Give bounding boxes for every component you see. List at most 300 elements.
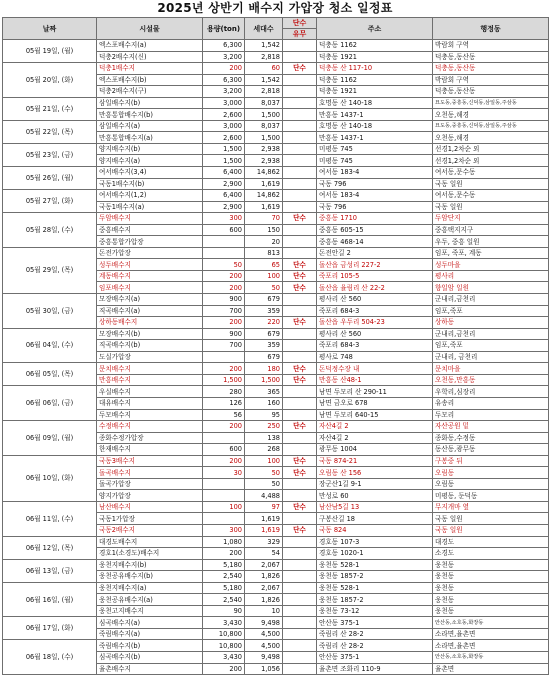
address-cell: 국동 874-21 bbox=[317, 455, 433, 467]
admin-dong-cell: 두암단지 bbox=[433, 213, 549, 225]
households-cell: 100 bbox=[245, 270, 283, 282]
table-row bbox=[3, 617, 549, 629]
households-cell: 180 bbox=[245, 363, 283, 375]
admin-dong-cell: 미평동, 둔덕동 bbox=[433, 490, 549, 502]
admin-dong-cell: 평사리 bbox=[433, 270, 549, 282]
cutoff-cell bbox=[283, 294, 317, 306]
admin-dong-cell: 구봉중 뒤 bbox=[433, 455, 549, 467]
admin-dong-cell: 임포,죽포 bbox=[433, 340, 549, 352]
facility-cell: 중흥통합가압장 bbox=[97, 236, 203, 248]
admin-dong-cell: 동산동,광무동 bbox=[433, 444, 549, 456]
cutoff-cell bbox=[283, 432, 317, 444]
table-header bbox=[3, 18, 549, 40]
address-cell: 덕충동 1921 bbox=[317, 86, 433, 98]
admin-dong-cell: 문치마을 bbox=[433, 363, 549, 375]
households-cell: 359 bbox=[245, 305, 283, 317]
admin-dong-cell: 우학리,심장리 bbox=[433, 386, 549, 398]
cutoff-cell bbox=[283, 51, 317, 63]
facility-cell: 모장배수지(a) bbox=[97, 294, 203, 306]
households-cell: 65 bbox=[245, 259, 283, 271]
cutoff-cell bbox=[283, 109, 317, 121]
facility-cell: 율촌배수지 bbox=[97, 663, 203, 675]
facility-cell: 대유배수지 bbox=[97, 397, 203, 409]
facility-cell: 삼일배수지(b) bbox=[97, 97, 203, 109]
facility-cell: 중흥배수지 bbox=[97, 224, 203, 236]
capacity-cell: 6,300 bbox=[203, 40, 245, 52]
address-cell: 덕충동 1162 bbox=[317, 40, 433, 52]
admin-dong-cell: 묘도동,중흥동,신덕동,삼일동,주삼동 bbox=[433, 97, 549, 109]
table-row bbox=[3, 386, 549, 398]
cutoff-cell: 단수 bbox=[283, 213, 317, 225]
admin-dong-cell: 소라면,율촌면 bbox=[433, 628, 549, 640]
households-cell: 1,619 bbox=[245, 524, 283, 536]
admin-dong-cell: 대경도 bbox=[433, 536, 549, 548]
capacity-cell bbox=[203, 236, 245, 248]
admin-dong-cell: 여서동,문수동 bbox=[433, 167, 549, 179]
capacity-cell: 200 bbox=[203, 270, 245, 282]
address-cell: 미평동 745 bbox=[317, 155, 433, 167]
capacity-cell: 10,800 bbox=[203, 640, 245, 652]
address-cell: 호명동 산 140-18 bbox=[317, 97, 433, 109]
capacity-cell: 200 bbox=[203, 548, 245, 560]
date-cell: 05월 26일, (월) bbox=[3, 167, 97, 190]
facility-cell: 두모배수지 bbox=[97, 409, 203, 421]
date-cell: 06월 04일, (수) bbox=[3, 328, 97, 363]
address-cell: 돌산읍 금성리 227-2 bbox=[317, 259, 433, 271]
cutoff-cell bbox=[283, 40, 317, 52]
table-row bbox=[3, 640, 549, 652]
address-cell: 중흥동 468-14 bbox=[317, 236, 433, 248]
cutoff-cell bbox=[283, 351, 317, 363]
date-cell: 06월 17일, (화) bbox=[3, 617, 97, 640]
capacity-cell: 700 bbox=[203, 305, 245, 317]
admin-dong-cell: 덕충동,동산동 bbox=[433, 51, 549, 63]
facility-cell: 엑스포배수지(a) bbox=[97, 40, 203, 52]
cutoff-cell bbox=[283, 548, 317, 560]
cutoff-cell bbox=[283, 143, 317, 155]
cutoff-cell bbox=[283, 409, 317, 421]
cutoff-cell bbox=[283, 120, 317, 132]
capacity-cell: 200 bbox=[203, 455, 245, 467]
table-row bbox=[3, 247, 549, 259]
capacity-cell: 3,200 bbox=[203, 86, 245, 98]
cutoff-cell bbox=[283, 571, 317, 583]
capacity-cell: 600 bbox=[203, 444, 245, 456]
capacity-cell: 3,000 bbox=[203, 97, 245, 109]
households-cell: 1,500 bbox=[245, 109, 283, 121]
cutoff-cell: 단수 bbox=[283, 363, 317, 375]
households-cell: 1,826 bbox=[245, 594, 283, 606]
facility-cell: 종화수정가압장 bbox=[97, 432, 203, 444]
households-cell: 1,542 bbox=[245, 40, 283, 52]
admin-dong-cell: 묘도동,중흥동,신덕동,삼일동,주삼동 bbox=[433, 120, 549, 132]
admin-dong-cell: 임포,죽포 bbox=[433, 305, 549, 317]
address-cell: 안산동 375-1 bbox=[317, 651, 433, 663]
facility-cell: 심곡배수지(b) bbox=[97, 651, 203, 663]
facility-cell: 만흥통합배수지(b) bbox=[97, 109, 203, 121]
households-cell: 14,862 bbox=[245, 167, 283, 179]
admin-dong-cell: 국동 일원 bbox=[433, 524, 549, 536]
households-cell: 679 bbox=[245, 294, 283, 306]
address-cell: 경호동 107-3 bbox=[317, 536, 433, 548]
admin-dong-cell: 덕충동,동산동 bbox=[433, 63, 549, 75]
header-households: 세대수 bbox=[245, 18, 283, 40]
facility-cell: 직곡배수지(a) bbox=[97, 305, 203, 317]
admin-dong-cell: 오림동 bbox=[433, 478, 549, 490]
admin-dong-cell: 국동 일원 bbox=[433, 178, 549, 190]
table-row bbox=[3, 294, 549, 306]
cutoff-cell bbox=[283, 190, 317, 202]
cutoff-cell: 단수 bbox=[283, 455, 317, 467]
table-row bbox=[3, 363, 549, 375]
cutoff-cell: 단수 bbox=[283, 524, 317, 536]
date-cell: 06월 09일, (월) bbox=[3, 421, 97, 456]
cutoff-cell bbox=[283, 201, 317, 213]
facility-cell: 죽림배수지(b) bbox=[97, 640, 203, 652]
address-cell: 평사리 산 560 bbox=[317, 328, 433, 340]
capacity-cell: 3,000 bbox=[203, 120, 245, 132]
admin-dong-cell: 안산동,소호동,화장동 bbox=[433, 651, 549, 663]
address-cell: 중흥동 1710 bbox=[317, 213, 433, 225]
address-cell: 죽포리 105-5 bbox=[317, 270, 433, 282]
capacity-cell: 56 bbox=[203, 409, 245, 421]
facility-cell: 수정배수지 bbox=[97, 421, 203, 433]
address-cell: 구봉산길 18 bbox=[317, 513, 433, 525]
address-cell: 국동 796 bbox=[317, 178, 433, 190]
households-cell: 50 bbox=[245, 478, 283, 490]
cutoff-cell bbox=[283, 617, 317, 629]
table-row bbox=[3, 582, 549, 594]
admin-dong-cell: 국동 일원 bbox=[433, 513, 549, 525]
date-cell: 06월 16일, (월) bbox=[3, 582, 97, 617]
capacity-cell: 6,400 bbox=[203, 167, 245, 179]
capacity-cell: 90 bbox=[203, 605, 245, 617]
address-cell: 국동 824 bbox=[317, 524, 433, 536]
capacity-cell: 200 bbox=[203, 63, 245, 75]
facility-cell: 경호1(소경도)배수지 bbox=[97, 548, 203, 560]
facility-cell: 국동3배수지 bbox=[97, 455, 203, 467]
address-cell: 안산동 375-1 bbox=[317, 617, 433, 629]
admin-dong-cell: 선경1,2차순 외 bbox=[433, 155, 549, 167]
address-cell: 웅천동 73-12 bbox=[317, 605, 433, 617]
capacity-cell: 5,180 bbox=[203, 582, 245, 594]
cutoff-cell bbox=[283, 97, 317, 109]
cutoff-cell bbox=[283, 328, 317, 340]
date-cell: 05월 22일, (목) bbox=[3, 120, 97, 143]
capacity-cell bbox=[203, 351, 245, 363]
households-cell: 4,500 bbox=[245, 640, 283, 652]
admin-dong-cell: 오림동 bbox=[433, 467, 549, 479]
address-cell: 자산4길 2 bbox=[317, 421, 433, 433]
households-cell: 54 bbox=[245, 548, 283, 560]
households-cell: 2,067 bbox=[245, 582, 283, 594]
admin-dong-cell: 박람회 구역 bbox=[433, 74, 549, 86]
address-cell: 평사리 산 560 bbox=[317, 294, 433, 306]
households-cell: 10 bbox=[245, 605, 283, 617]
households-cell: 2,938 bbox=[245, 155, 283, 167]
capacity-cell bbox=[203, 478, 245, 490]
facility-cell: 대경도배수지 bbox=[97, 536, 203, 548]
address-cell: 여서동 183-4 bbox=[317, 167, 433, 179]
cutoff-cell bbox=[283, 155, 317, 167]
households-cell: 95 bbox=[245, 409, 283, 421]
cutoff-cell bbox=[283, 247, 317, 259]
address-cell: 경호동 1020-1 bbox=[317, 548, 433, 560]
cutoff-cell bbox=[283, 86, 317, 98]
table-row bbox=[3, 120, 549, 132]
facility-cell: 성두배수지 bbox=[97, 259, 203, 271]
capacity-cell: 200 bbox=[203, 663, 245, 675]
table-row bbox=[3, 167, 549, 179]
facility-cell: 임포배수지 bbox=[97, 282, 203, 294]
households-cell: 1,826 bbox=[245, 571, 283, 583]
admin-dong-cell: 박람회 구역 bbox=[433, 40, 549, 52]
admin-dong-cell: 안산동,소호동,화장동 bbox=[433, 617, 549, 629]
capacity-cell: 1,500 bbox=[203, 374, 245, 386]
address-cell: 돈덕정수장 내 bbox=[317, 363, 433, 375]
admin-dong-cell: 웅천동 bbox=[433, 594, 549, 606]
address-cell: 남면 두모리 산 290-11 bbox=[317, 386, 433, 398]
cutoff-cell bbox=[283, 490, 317, 502]
facility-cell: 양지가압장 bbox=[97, 490, 203, 502]
households-cell: 160 bbox=[245, 397, 283, 409]
address-cell: 덕충동 1921 bbox=[317, 51, 433, 63]
capacity-cell: 200 bbox=[203, 317, 245, 329]
cutoff-cell: 단수 bbox=[283, 259, 317, 271]
date-cell: 05월 20일, (화) bbox=[3, 63, 97, 98]
households-cell: 2,818 bbox=[245, 51, 283, 63]
facility-cell: 돌곡가압장 bbox=[97, 478, 203, 490]
facility-cell: 국동2배수지 bbox=[97, 524, 203, 536]
table-row bbox=[3, 190, 549, 202]
address-cell: 평사로 748 bbox=[317, 351, 433, 363]
households-cell: 150 bbox=[245, 224, 283, 236]
address-cell: 돌산읍 우두리 504-23 bbox=[317, 317, 433, 329]
capacity-cell: 200 bbox=[203, 282, 245, 294]
admin-dong-cell: 덕충동,동산동 bbox=[433, 86, 549, 98]
address-cell: 장군산1길 9-1 bbox=[317, 478, 433, 490]
table-row bbox=[3, 63, 549, 75]
capacity-cell: 30 bbox=[203, 467, 245, 479]
table-row bbox=[3, 455, 549, 467]
capacity-cell: 3,200 bbox=[203, 51, 245, 63]
households-cell: 679 bbox=[245, 351, 283, 363]
header-capacity: 용량(ton) bbox=[203, 18, 245, 40]
households-cell: 268 bbox=[245, 444, 283, 456]
households-cell: 100 bbox=[245, 455, 283, 467]
households-cell: 138 bbox=[245, 432, 283, 444]
table-row bbox=[3, 536, 549, 548]
capacity-cell: 2,600 bbox=[203, 132, 245, 144]
households-cell: 60 bbox=[245, 63, 283, 75]
facility-cell: 계동배수지 bbox=[97, 270, 203, 282]
address-cell: 돌산읍 율림리 산 22-2 bbox=[317, 282, 433, 294]
date-cell: 05월 27일, (화) bbox=[3, 190, 97, 213]
cutoff-cell: 단수 bbox=[283, 374, 317, 386]
header-cutoff-top: 단수 bbox=[283, 18, 317, 29]
admin-dong-cell: 국동 일원 bbox=[433, 201, 549, 213]
address-cell: 죽림리 산 28-2 bbox=[317, 628, 433, 640]
capacity-cell: 300 bbox=[203, 524, 245, 536]
capacity-cell: 300 bbox=[203, 213, 245, 225]
cutoff-cell bbox=[283, 628, 317, 640]
admin-dong-cell: 소라면,율촌면 bbox=[433, 640, 549, 652]
header-date: 날짜 bbox=[3, 18, 97, 40]
households-cell: 329 bbox=[245, 536, 283, 548]
cutoff-cell bbox=[283, 605, 317, 617]
address-cell: 미평동 745 bbox=[317, 143, 433, 155]
date-cell: 06월 10일, (화) bbox=[3, 455, 97, 501]
address-cell: 중흥동 605-15 bbox=[317, 224, 433, 236]
capacity-cell bbox=[203, 490, 245, 502]
admin-dong-cell: 무지개마 옆 bbox=[433, 501, 549, 513]
cutoff-cell: 단수 bbox=[283, 421, 317, 433]
households-cell: 9,498 bbox=[245, 617, 283, 629]
facility-cell: 여서배수지(1,2) bbox=[97, 190, 203, 202]
households-cell: 4,488 bbox=[245, 490, 283, 502]
capacity-cell: 2,540 bbox=[203, 594, 245, 606]
capacity-cell: 126 bbox=[203, 397, 245, 409]
address-cell: 죽포리 684-3 bbox=[317, 340, 433, 352]
capacity-cell: 100 bbox=[203, 501, 245, 513]
date-cell: 05월 28일, (수) bbox=[3, 213, 97, 248]
address-cell: 남산남5길 13 bbox=[317, 501, 433, 513]
facility-cell: 웅천공유배수지(a) bbox=[97, 594, 203, 606]
cutoff-cell bbox=[283, 397, 317, 409]
capacity-cell: 700 bbox=[203, 340, 245, 352]
address-cell: 웅천동 528-1 bbox=[317, 559, 433, 571]
date-cell: 05월 19일, (월) bbox=[3, 40, 97, 63]
cutoff-cell bbox=[283, 640, 317, 652]
cutoff-cell bbox=[283, 167, 317, 179]
admin-dong-cell: 웅천동 bbox=[433, 559, 549, 571]
facility-cell: 양지배수지(a) bbox=[97, 155, 203, 167]
facility-cell: 국동1배수지(a) bbox=[97, 201, 203, 213]
facility-cell: 엑스포배수지(b) bbox=[97, 74, 203, 86]
address-cell: 웅천동 1857-2 bbox=[317, 571, 433, 583]
table-row bbox=[3, 143, 549, 155]
date-cell: 05월 21일, (수) bbox=[3, 97, 97, 120]
date-cell: 06월 05일, (목) bbox=[3, 363, 97, 386]
address-cell: 죽림리 산 28-2 bbox=[317, 640, 433, 652]
facility-cell: 죽림배수지(a) bbox=[97, 628, 203, 640]
households-cell: 50 bbox=[245, 467, 283, 479]
facility-cell: 여서배수지(3,4) bbox=[97, 167, 203, 179]
capacity-cell: 50 bbox=[203, 259, 245, 271]
capacity-cell: 3,430 bbox=[203, 617, 245, 629]
facility-cell: 웅천고지배수지 bbox=[97, 605, 203, 617]
admin-dong-cell: 웅천동 bbox=[433, 571, 549, 583]
facility-cell: 웅천공유배수지(b) bbox=[97, 571, 203, 583]
cutoff-cell: 단수 bbox=[283, 467, 317, 479]
table-row bbox=[3, 328, 549, 340]
cutoff-cell bbox=[283, 478, 317, 490]
admin-dong-cell: 오천동,만흥동 bbox=[433, 374, 549, 386]
households-cell: 220 bbox=[245, 317, 283, 329]
capacity-cell: 1,500 bbox=[203, 155, 245, 167]
facility-cell: 심곡배수지(a) bbox=[97, 617, 203, 629]
capacity-cell bbox=[203, 513, 245, 525]
address-cell: 죽포리 684-3 bbox=[317, 305, 433, 317]
admin-dong-cell: 여서동,문수동 bbox=[433, 190, 549, 202]
admin-dong-cell: 성두마을 bbox=[433, 259, 549, 271]
facility-cell: 우실배수지 bbox=[97, 386, 203, 398]
facility-cell: 직곡배수지(b) bbox=[97, 340, 203, 352]
cutoff-cell bbox=[283, 132, 317, 144]
households-cell: 1,542 bbox=[245, 74, 283, 86]
households-cell: 9,498 bbox=[245, 651, 283, 663]
capacity-cell: 10,800 bbox=[203, 628, 245, 640]
cutoff-cell bbox=[283, 305, 317, 317]
address-cell: 남면 금오로 678 bbox=[317, 397, 433, 409]
capacity-cell: 900 bbox=[203, 294, 245, 306]
header-cutoff-bottom: 유무 bbox=[283, 29, 317, 40]
admin-dong-cell: 자산공원 밑 bbox=[433, 421, 549, 433]
date-cell: 06월 11일, (수) bbox=[3, 501, 97, 536]
capacity-cell: 900 bbox=[203, 328, 245, 340]
cutoff-cell: 단수 bbox=[283, 282, 317, 294]
header-facility: 시설물 bbox=[97, 18, 203, 40]
address-cell: 만성로 60 bbox=[317, 490, 433, 502]
facility-cell: 덕충1배수지 bbox=[97, 63, 203, 75]
admin-dong-cell: 웅천동 bbox=[433, 582, 549, 594]
address-cell: 국동 796 bbox=[317, 201, 433, 213]
households-cell: 70 bbox=[245, 213, 283, 225]
address-cell: 자산4길 2 bbox=[317, 432, 433, 444]
header-admin-dong: 행정동 bbox=[433, 18, 549, 40]
cutoff-cell bbox=[283, 513, 317, 525]
table-body bbox=[3, 40, 549, 675]
cutoff-cell bbox=[283, 340, 317, 352]
cutoff-cell bbox=[283, 582, 317, 594]
households-cell: 14,862 bbox=[245, 190, 283, 202]
facility-cell: 한재배수지 bbox=[97, 444, 203, 456]
capacity-cell: 5,180 bbox=[203, 559, 245, 571]
admin-dong-cell: 소경도 bbox=[433, 548, 549, 560]
cutoff-cell bbox=[283, 236, 317, 248]
households-cell: 1,619 bbox=[245, 513, 283, 525]
facility-cell: 양지배수지(b) bbox=[97, 143, 203, 155]
address-cell: 돈전안길 2 bbox=[317, 247, 433, 259]
table-row bbox=[3, 213, 549, 225]
households-cell: 813 bbox=[245, 247, 283, 259]
admin-dong-cell: 두모리 bbox=[433, 409, 549, 421]
date-cell: 06월 12일, (목) bbox=[3, 536, 97, 559]
capacity-cell: 2,540 bbox=[203, 571, 245, 583]
cutoff-cell bbox=[283, 74, 317, 86]
table-row bbox=[3, 421, 549, 433]
date-cell: 05월 29일, (목) bbox=[3, 247, 97, 293]
address-cell: 오림동 산 156 bbox=[317, 467, 433, 479]
address-cell: 만흥동 산48-1 bbox=[317, 374, 433, 386]
households-cell: 8,037 bbox=[245, 97, 283, 109]
cutoff-cell bbox=[283, 663, 317, 675]
households-cell: 1,500 bbox=[245, 374, 283, 386]
facility-cell: 돌곡배수지 bbox=[97, 467, 203, 479]
admin-dong-cell: 웅천동 bbox=[433, 605, 549, 617]
admin-dong-cell: 유송리 bbox=[433, 397, 549, 409]
facility-cell: 모장배수지(b) bbox=[97, 328, 203, 340]
table-row bbox=[3, 501, 549, 513]
admin-dong-cell: 군내리, 금천리 bbox=[433, 351, 549, 363]
households-cell: 97 bbox=[245, 501, 283, 513]
cutoff-cell bbox=[283, 386, 317, 398]
date-cell: 06월 13일, (금) bbox=[3, 559, 97, 582]
cutoff-cell bbox=[283, 224, 317, 236]
households-cell: 1,500 bbox=[245, 132, 283, 144]
date-cell: 06월 06일, (금) bbox=[3, 386, 97, 421]
admin-dong-cell: 율촌면 bbox=[433, 663, 549, 675]
